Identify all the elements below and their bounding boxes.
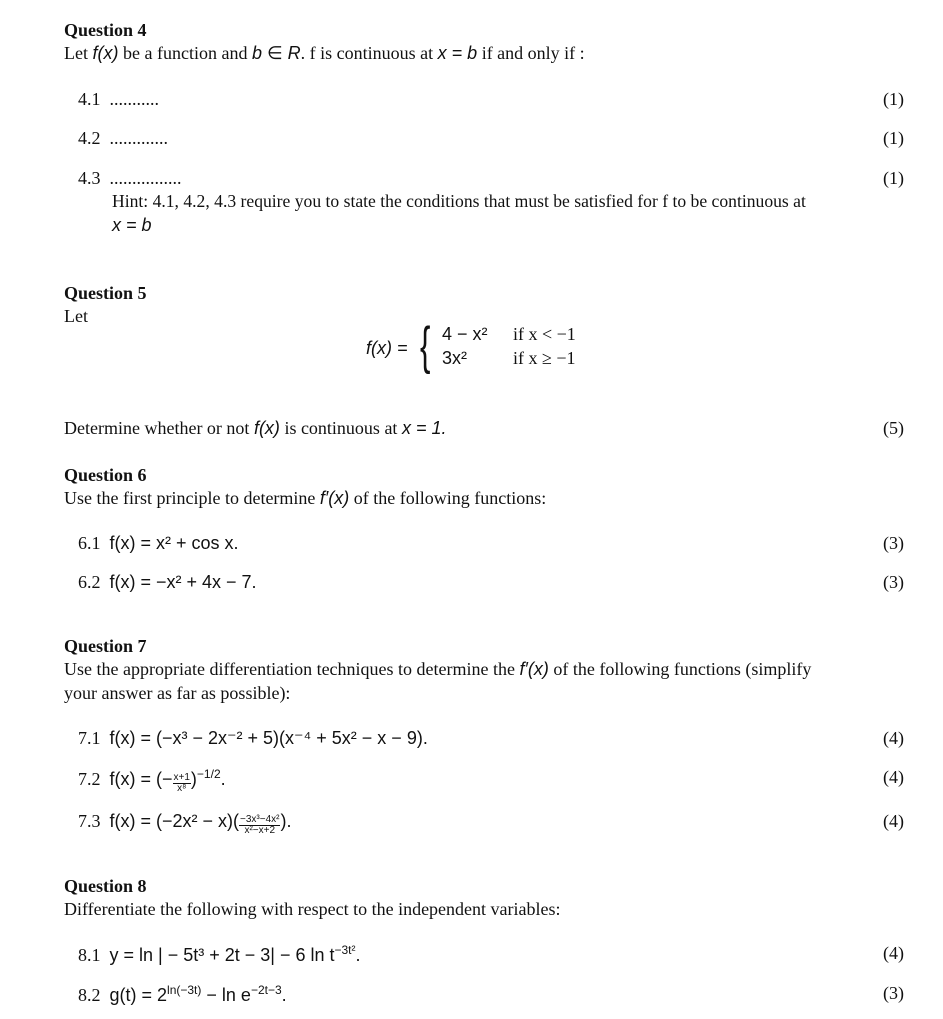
q7-item-3-fraction: $\frac{\text{−3x³−4x²}}{\text{x²−x+2}}$: [240, 814, 280, 836]
q8-title: Question 8: [64, 876, 147, 896]
q8-intro: Differentiate the following with respect to the independent variables:: [64, 899, 561, 919]
q4-item-1-marks: (1): [883, 89, 904, 109]
q8-item-2: 8.2 $g(t) = 2^{ln(-3t)} - \ln e^{-2t-3}$.: [78, 983, 287, 1005]
q7-item-2: 7.2 f(x) = (− $\frac{x+1}{\text{x⁸}}$ )$^{-1/2}$.: [78, 767, 226, 794]
q7-item-2-fraction: $\frac{x+1}{\text{x⁸}}$: [173, 772, 190, 794]
q8-item-2-marks: (3): [883, 983, 904, 1003]
q5-case2-cond: if x ≥ −1: [513, 348, 576, 368]
q5-case1-cond: if x < −1: [513, 324, 576, 344]
q7-item-1: 7.1 f(x) = (−x³ − 2x⁻² + 5)(x⁻⁴ + 5x² − x − 9).: [78, 728, 428, 748]
q6-item-2-marks: (3): [883, 572, 904, 592]
q4-item-2-marks: (1): [883, 128, 904, 148]
q5-let: Let: [64, 306, 88, 326]
q8-item-1: 8.1 y = ln | − 5t³ + 2t − 3| − 6 $\ln t^{-3t^2}$.: [78, 943, 361, 965]
q7-item-2-marks: (4): [883, 767, 904, 787]
q4-intro: Let f(x) be a function and b ∈ R. f is continuous at x = b if and only if :: [64, 43, 585, 63]
q8-item-1-marks: (4): [883, 943, 904, 963]
q4-item-3: 4.3 ................: [78, 168, 182, 188]
q4-hint-end: x = b: [112, 215, 152, 235]
q4-title: Question 4: [64, 20, 147, 40]
q4-item-1: 4.1 ...........: [78, 89, 159, 109]
q5-title: Question 5: [64, 283, 147, 303]
q5-case2-expr: 3x²: [442, 348, 468, 368]
q7-item-3-marks: (4): [883, 811, 904, 831]
q4-hint: Hint: 4.1, 4.2, 4.3 require you to state the conditions that must be satisfied for f to be continuous at: [112, 191, 806, 211]
q5-determine: Determine whether or not f(x) is continuous at x = 1.: [64, 418, 447, 438]
q6-title: Question 6: [64, 465, 147, 485]
q6-intro: Use the first principle to determine f′(x) of the following functions:: [64, 488, 547, 508]
q6-item-2: 6.2 f(x) = −x² + 4x − 7.: [78, 572, 257, 592]
q5-case1-expr: 4 − x²: [442, 324, 488, 344]
q4-item-2: 4.2 .............: [78, 128, 168, 148]
q7-title: Question 7: [64, 636, 147, 656]
q5-fx: f(x) =: [366, 338, 408, 358]
q5-brace: {: [420, 317, 431, 375]
q6-item-1: 6.1 f(x) = x² + cos x.: [78, 533, 239, 553]
q7-item-1-marks: (4): [883, 728, 904, 748]
q7-intro: Use the appropriate differentiation techniques to determine the f′(x) of the following functions (simplify: [64, 659, 812, 679]
q6-item-1-marks: (3): [883, 533, 904, 553]
q5-marks: (5): [883, 418, 904, 438]
q7-intro-line2: your answer as far as possible):: [64, 683, 291, 703]
q7-item-3: 7.3 f(x) = (−2x² − x)( $\frac{\text{−3x³−4x²}}{\text{x²−x+2}}$ ).: [78, 811, 292, 836]
q4-item-3-marks: (1): [883, 168, 904, 188]
